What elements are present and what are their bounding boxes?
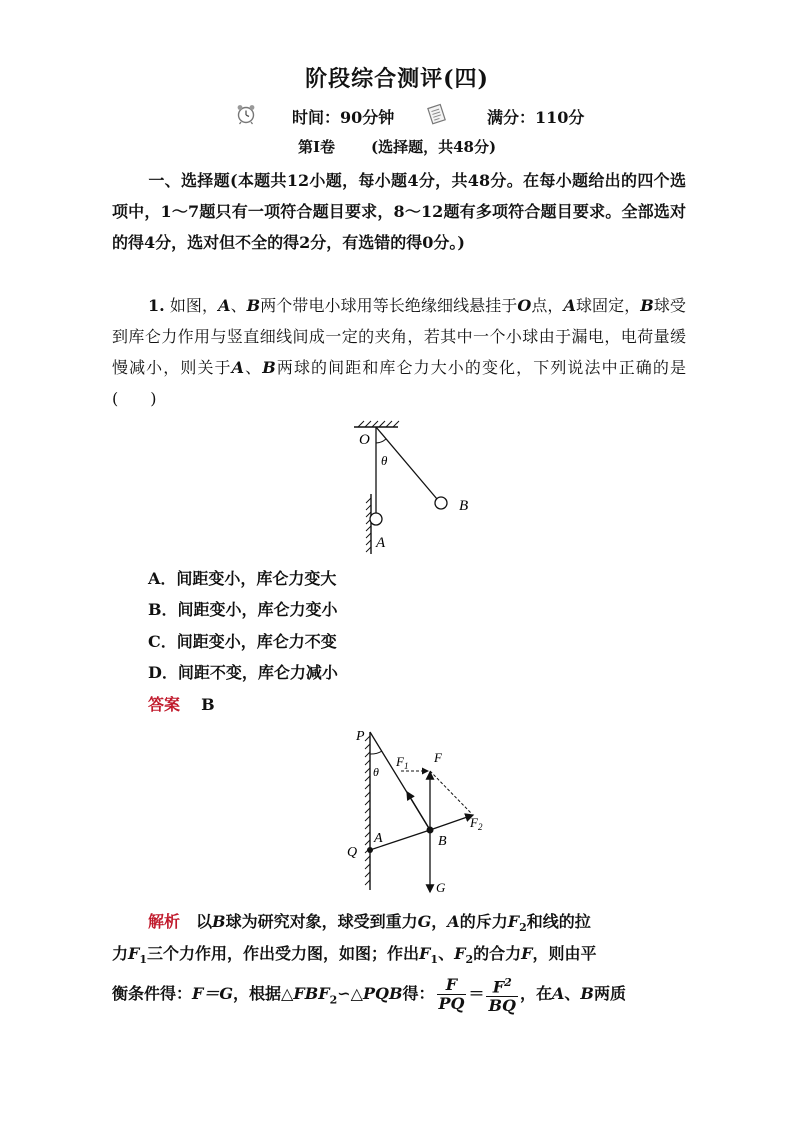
analysis-line-2: 力$F_1$三个力作用，作出受力图，如图；作出$F_1$、$F_2$的合力F，则由平 xyxy=(112,944,597,967)
fraction-f2-over-bq: $\frac{F^2}{BQ}$ xyxy=(488,976,516,1016)
answer-value: B xyxy=(201,695,215,714)
fig2-label-G: G xyxy=(436,880,446,895)
fig2-label-Q: Q xyxy=(347,845,358,860)
alarm-clock-icon xyxy=(235,103,257,125)
exam-paper-icon xyxy=(425,103,449,125)
option-a[interactable]: A．间距变小，库仑力变大 xyxy=(148,569,337,588)
option-b[interactable]: B．间距变小，库仑力变小 xyxy=(148,600,338,619)
fraction-f-over-pq: $\frac{F}{PQ}$ xyxy=(438,975,465,1014)
analysis-label: 解析 xyxy=(148,912,181,931)
fig2-label-P: P xyxy=(356,729,365,744)
figure-charged-balls xyxy=(346,419,486,559)
question-number: 1. xyxy=(148,296,165,315)
fig2-label-A: A xyxy=(374,831,383,846)
instructions-text: 一、选择题(本题共12小题，每小题4分，共48分。在每小题给出的四个选项中，1～7题只有一项符合题目要求，8～12题有多项符合题目要求。全部选对的得4分，选对但不全的得2分，有选错的得0分。) xyxy=(112,171,686,252)
section-heading xyxy=(0,136,794,157)
option-d[interactable]: D．间距不变，库仑力减小 xyxy=(148,663,338,682)
section-description: (选择题，共48分) xyxy=(370,138,497,156)
analysis-line-3: 衡条件得：F＝G，根据$\triangle FBF_2∽\triangle PQB$得： $\frac{F}{PQ}$ ＝ $\frac{F^2}{BQ}$ ，在A、B两质 xyxy=(112,975,626,1016)
question-text: 如图，A、B两个带电小球用等长绝缘细线悬挂于O点，A球固定，B球受到库仑力作用与竖直细线间成一定的夹角，若其中一个小球由于漏电，电荷量缓慢减小，则关于A、B两球的间距和库仑力大小的变化，下列说法中正确的是 ( ) xyxy=(112,296,686,408)
fig1-label-A: A xyxy=(376,535,386,551)
fig1-label-O: O xyxy=(359,432,370,448)
instructions-paragraph xyxy=(112,165,686,258)
figure-force-diagram xyxy=(340,720,492,900)
fig2-label-F2: $F_2$ xyxy=(470,815,483,832)
fig2-label-B: B xyxy=(438,834,447,849)
analysis-line-1: 解析 以B球为研究对象，球受到重力G，A的斥力$F_2$和线的拉 xyxy=(148,912,591,935)
fig2-label-theta: θ xyxy=(373,765,379,779)
option-c[interactable]: C．间距变小，库仑力不变 xyxy=(148,632,337,651)
full-score: 满分：110分 xyxy=(487,108,585,127)
fig1-label-theta: θ xyxy=(381,453,388,468)
section-label: 第Ⅰ卷 xyxy=(297,138,335,156)
exam-meta xyxy=(0,103,794,129)
fig2-label-F: F xyxy=(434,750,442,765)
fig1-label-B: B xyxy=(459,498,469,514)
time-limit: 时间：90分钟 xyxy=(292,108,395,127)
fig2-label-F1: $F_1$ xyxy=(396,754,409,771)
answer-line xyxy=(148,692,215,715)
answer-label: 答案 xyxy=(148,695,181,714)
question-1 xyxy=(112,290,686,414)
page-title: 阶段综合测评(四) xyxy=(305,66,489,92)
